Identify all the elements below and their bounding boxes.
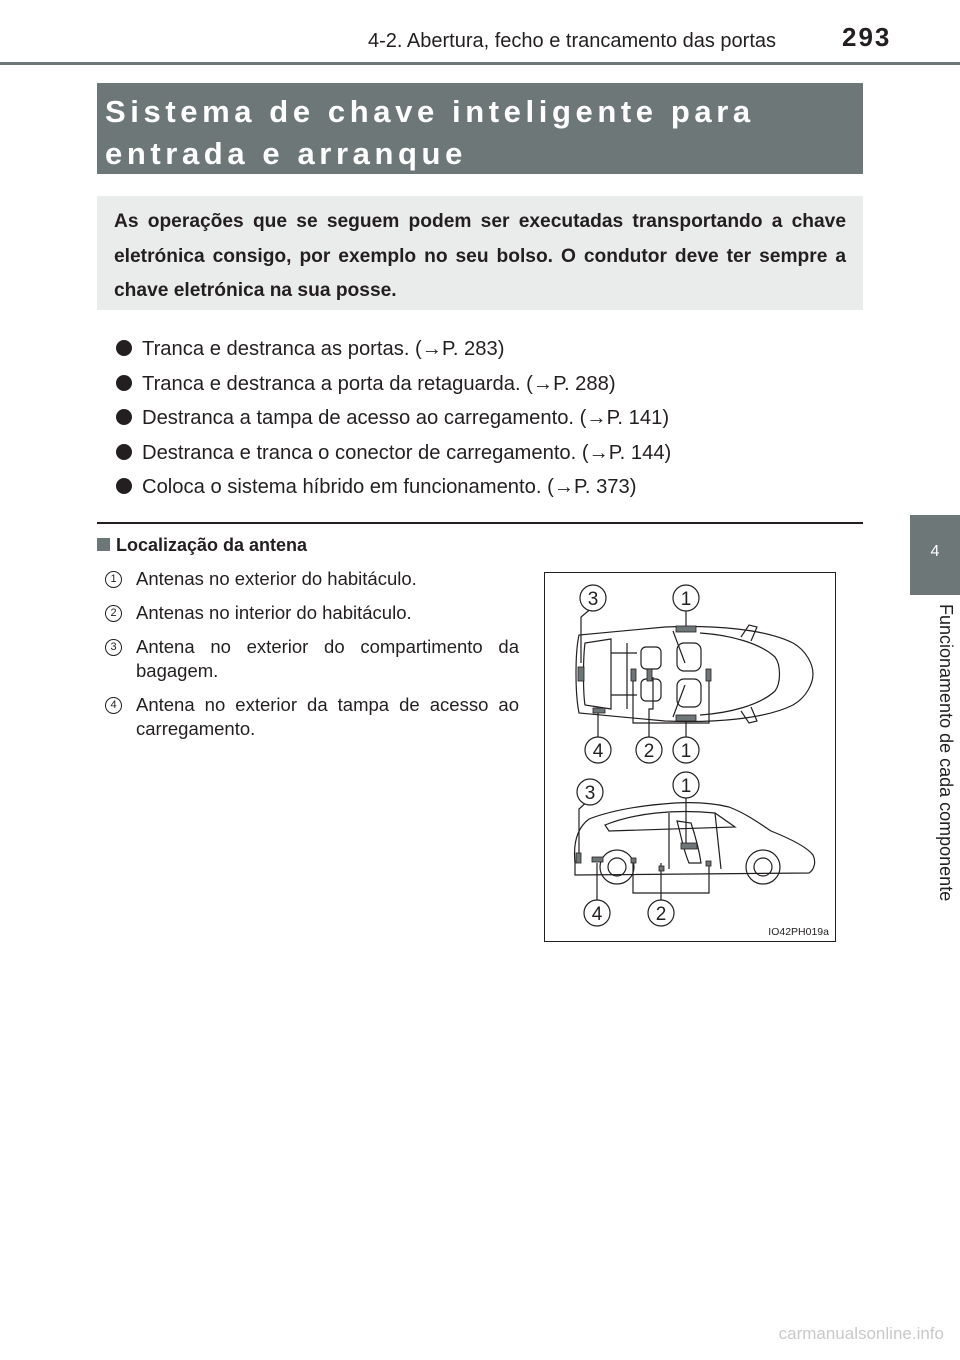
callout-1-top-b: 1 (680, 741, 692, 762)
page-ref-link[interactable]: P. 144) (608, 441, 672, 464)
section-title-box (97, 83, 863, 174)
page-ref-link[interactable]: P. 283) (441, 338, 505, 360)
feature-item (116, 369, 856, 404)
feature-item (116, 438, 856, 473)
feature-text: Destranca a tampa de acesso ao carregamento. ( (142, 407, 587, 429)
callout-1-top: 1 (680, 589, 692, 610)
callout-number-icon: 1 (105, 571, 122, 588)
chapter-title: Funcionamento de cada componente (936, 604, 956, 902)
figure-code: IO42PH019a (768, 926, 829, 938)
subsection-heading (97, 535, 307, 556)
header-rule (0, 62, 960, 65)
callout-number-icon: 2 (105, 605, 122, 622)
callout-2-side: 2 (655, 904, 667, 925)
car-diagram (545, 573, 837, 943)
antenna-location-figure (544, 572, 836, 942)
callout-3-side: 3 (584, 783, 596, 804)
feature-list (116, 334, 856, 507)
legend-item (105, 635, 519, 683)
bullet-icon (116, 340, 132, 356)
bullet-icon (116, 409, 132, 425)
bullet-icon (116, 444, 132, 460)
watermark: carmanualsonline.info (778, 1324, 944, 1343)
feature-item (116, 403, 856, 438)
callout-2-top: 2 (643, 741, 655, 762)
antenna-legend (105, 567, 519, 741)
feature-text: Coloca o sistema híbrido em funcionamento. ( (142, 476, 554, 498)
callout-number-icon: 3 (105, 639, 122, 656)
section-reference: 4-2. Abertura, fecho e trancamento das portas (368, 30, 777, 52)
arrow-icon: → (588, 441, 609, 464)
callout-4-side: 4 (591, 904, 603, 925)
page-ref-link[interactable]: P. 373) (574, 476, 637, 498)
legend-item (105, 693, 519, 741)
callout-number-icon: 4 (105, 697, 122, 714)
callout-3-top: 3 (587, 589, 599, 610)
square-bullet-icon (97, 538, 110, 551)
page-number: 293 (842, 22, 892, 52)
section-title: Sistema de chave inteligente para entrada e arranque (105, 94, 755, 171)
bullet-icon (116, 478, 132, 494)
feature-text: Destranca e tranca o conector de carregamento. ( (142, 441, 589, 464)
page-ref-link[interactable]: P. 288) (553, 372, 616, 395)
feature-text: Tranca e destranca a porta da retaguarda. ( (142, 372, 533, 395)
intro-text: As operações que se seguem podem ser executadas transportando a chave eletrónica consigo, por exemplo no seu bolso. O condutor deve ter sempre a chave eletrónica na sua posse. (114, 211, 846, 301)
callout-1-side: 1 (680, 776, 692, 797)
arrow-icon: → (421, 338, 442, 360)
callout-4-top: 4 (592, 741, 604, 762)
page-ref-link[interactable]: P. 141) (606, 407, 670, 429)
legend-text: Antenas no interior do habitáculo. (136, 602, 412, 623)
feature-text: Tranca e destranca as portas. ( (142, 338, 422, 360)
arrow-icon: → (532, 372, 554, 395)
legend-item (105, 601, 519, 625)
section-divider (97, 522, 863, 524)
bullet-icon (116, 375, 132, 391)
feature-item (116, 472, 856, 507)
subsection-title: Localização da antena (116, 535, 308, 555)
chapter-tab[interactable] (910, 515, 960, 595)
feature-item (116, 334, 856, 369)
arrow-icon: → (553, 476, 574, 498)
legend-item (105, 567, 519, 591)
legend-text: Antenas no exterior do habitáculo. (136, 568, 417, 589)
intro-box (97, 196, 863, 310)
legend-text: Antena no exterior do compartimento da bagagem. (136, 636, 519, 681)
chapter-number: 4 (930, 543, 940, 560)
arrow-icon: → (586, 407, 607, 429)
legend-text: Antena no exterior da tampa de acesso ao carregamento. (136, 694, 519, 739)
